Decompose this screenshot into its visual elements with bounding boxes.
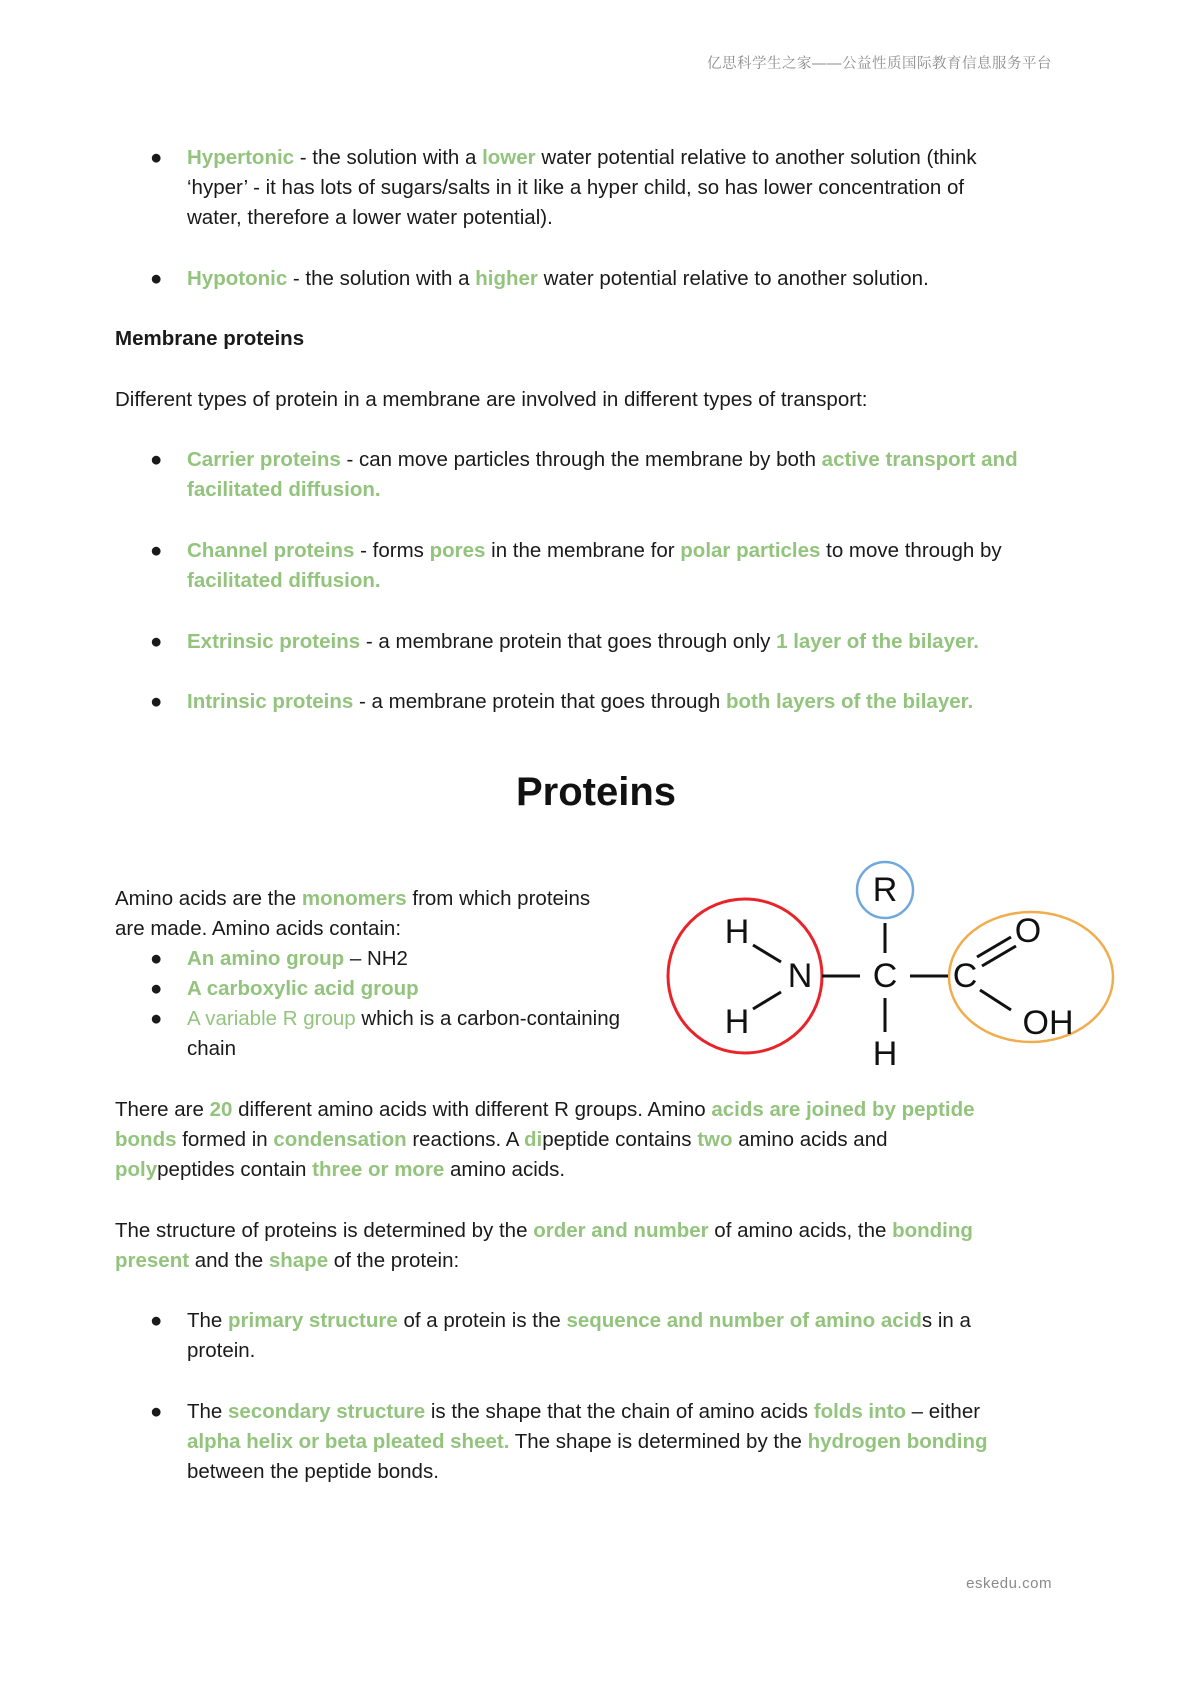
bullet-hypertonic: ● (150, 146, 163, 169)
secondary-t1: The (187, 1400, 229, 1423)
channel-kw1: pores (429, 539, 486, 562)
bond-c-o-double-a (977, 937, 1011, 957)
channel-item (187, 536, 1002, 596)
channel-kw2: polar particles (680, 539, 821, 562)
structure-t1: The structure of proteins is determined by the (115, 1219, 534, 1242)
hypertonic-term: Hypertonic (187, 146, 295, 169)
membrane-heading: Membrane proteins (115, 327, 305, 350)
twenty-kw5: di (524, 1128, 543, 1151)
bond-c-oh (980, 990, 1011, 1010)
atom-c-alpha: C (872, 957, 898, 995)
structure-t3: and the (189, 1249, 269, 1272)
secondary-kw2: folds into (813, 1400, 906, 1423)
bullet-rgroup: ● (150, 1007, 163, 1030)
structure-kw1: order and number (533, 1219, 709, 1242)
hypertonic-line2: ‘hyper’ - it has lots of sugars/salts in it like a hyper child, so has lower concentration of (187, 176, 965, 199)
hypotonic-term: Hypotonic (187, 267, 288, 290)
membrane-intro: Different types of protein in a membrane are involved in different types of transport: (115, 388, 868, 411)
twenty-t8: amino acids. (444, 1158, 566, 1181)
atom-h-bottom: H (724, 1003, 750, 1041)
rgroup-line2: chain (187, 1037, 237, 1060)
bullet-intrinsic: ● (150, 690, 163, 713)
atom-h-top: H (724, 913, 750, 951)
structure-kw4: shape (268, 1249, 329, 1272)
hypertonic-text: - the solution with a (294, 146, 483, 169)
amino-group-rest: – NH2 (344, 947, 408, 970)
channel-term: Channel proteins (187, 539, 355, 562)
bullet-primary: ● (150, 1309, 163, 1332)
hypotonic-text: - the solution with a (287, 267, 476, 290)
twenty-kw2: acids are joined by peptide (711, 1098, 975, 1121)
extrinsic-term: Extrinsic proteins (187, 630, 361, 653)
atom-n: N (787, 957, 813, 995)
primary-item (187, 1306, 971, 1366)
carrier-term: Carrier proteins (187, 448, 341, 471)
carrier-kw1: active transport and (821, 448, 1018, 471)
secondary-t4: The shape is determined by the (509, 1430, 808, 1453)
hypertonic-line3: water, therefore a lower water potential). (187, 206, 553, 229)
primary-t3: s in a (921, 1309, 971, 1332)
channel-kw3: facilitated diffusion. (187, 569, 381, 592)
twenty-kw7: poly (115, 1158, 158, 1181)
bond-h-n-top (753, 945, 781, 962)
amino-intro (115, 884, 590, 944)
bond-c-o-double-b (982, 946, 1016, 966)
intrinsic-text: - a membrane protein that goes through (353, 690, 726, 713)
twenty-t6: amino acids and (732, 1128, 888, 1151)
twenty-paragraph (115, 1095, 975, 1185)
primary-kw2: sequence and number of amino acid (566, 1309, 922, 1332)
secondary-item (187, 1397, 988, 1487)
twenty-t7: peptides contain (157, 1158, 313, 1181)
extrinsic-text: - a membrane protein that goes through only (360, 630, 777, 653)
twenty-t1: There are (115, 1098, 210, 1121)
amino-intro-kw: monomers (301, 887, 407, 910)
intrinsic-kw: both layers of the bilayer. (725, 690, 974, 713)
rgroup-kw: A variable R group (187, 1007, 356, 1030)
primary-t2: of a protein is the (397, 1309, 567, 1332)
atom-o: O (1014, 912, 1042, 950)
secondary-kw4: hydrogen bonding (807, 1430, 988, 1453)
atom-oh: OH (1022, 1004, 1074, 1042)
twenty-t2: different amino acids with different R groups. Amino (232, 1098, 712, 1121)
bullet-secondary: ● (150, 1400, 163, 1423)
twenty-kw1: 20 (209, 1098, 233, 1121)
twenty-t4: reactions. A (406, 1128, 524, 1151)
secondary-kw3: alpha helix or beta pleated sheet. (187, 1430, 510, 1453)
amino-group-item (187, 944, 408, 974)
header-site-text: 亿思科学生之家——公益性质国际教育信息服务平台 (707, 56, 1052, 72)
structure-kw2: bonding (892, 1219, 973, 1242)
secondary-t2: is the shape that the chain of amino acids (425, 1400, 814, 1423)
atom-h-lower: H (872, 1035, 898, 1073)
intrinsic-term: Intrinsic proteins (187, 690, 354, 713)
carrier-kw2: facilitated diffusion. (187, 478, 381, 501)
bullet-channel: ● (150, 539, 163, 562)
bullet-amino-group: ● (150, 947, 163, 970)
carrier-text: - can move particles through the membrane by both (340, 448, 822, 471)
rgroup-rest: which is a carbon-containing (355, 1007, 621, 1030)
secondary-t3: – either (905, 1400, 981, 1423)
twenty-kw8: three or more (312, 1158, 445, 1181)
carrier-item (187, 445, 1018, 505)
bullet-carrier: ● (150, 448, 163, 471)
hypertonic-rest: water potential relative to another solution (think (535, 146, 977, 169)
amino-intro-t1: Amino acids are the (115, 887, 302, 910)
twenty-kw4: condensation (273, 1128, 407, 1151)
carboxyl-item (187, 974, 419, 1004)
channel-t3: to move through by (820, 539, 1002, 562)
twenty-t3: formed in (176, 1128, 274, 1151)
structure-kw3: present (115, 1249, 190, 1272)
primary-kw1: primary structure (228, 1309, 398, 1332)
intrinsic-item (187, 687, 973, 717)
extrinsic-kw: 1 layer of the bilayer. (776, 630, 979, 653)
bond-h-n-bottom (753, 992, 781, 1009)
carboxyl-kw: A carboxylic acid group (187, 977, 419, 1000)
hypotonic-item (187, 264, 929, 294)
primary-line2: protein. (187, 1339, 256, 1362)
twenty-t5: peptide contains (542, 1128, 698, 1151)
hypotonic-rest: water potential relative to another solution. (537, 267, 929, 290)
rgroup-item (187, 1004, 620, 1064)
channel-t2: in the membrane for (485, 539, 681, 562)
amino-group-kw: An amino group (187, 947, 345, 970)
bullet-hypotonic: ● (150, 267, 163, 290)
extrinsic-item (187, 627, 979, 657)
secondary-kw1: secondary structure (228, 1400, 426, 1423)
atom-r: R (872, 871, 898, 909)
twenty-kw3: bonds (115, 1128, 177, 1151)
amino-acid-diagram (665, 856, 1125, 1076)
amino-intro-t2: from which proteins (406, 887, 591, 910)
structure-t2: of amino acids, the (708, 1219, 893, 1242)
twenty-kw6: two (697, 1128, 733, 1151)
page-title: Proteins (515, 770, 677, 814)
secondary-line3: between the peptide bonds. (187, 1460, 439, 1483)
bullet-extrinsic: ● (150, 630, 163, 653)
channel-t1: - forms (354, 539, 430, 562)
hypertonic-keyword: lower (482, 146, 536, 169)
structure-t4: of the protein: (328, 1249, 460, 1272)
amino-intro-line2: are made. Amino acids contain: (115, 917, 402, 940)
structure-paragraph (115, 1216, 973, 1276)
atom-c-carboxyl: C (952, 957, 978, 995)
footer-domain: eskedu.com (966, 1575, 1052, 1592)
hypotonic-keyword: higher (475, 267, 538, 290)
bullet-carboxyl: ● (150, 977, 163, 1000)
primary-t1: The (187, 1309, 229, 1332)
hypertonic-item (187, 143, 977, 233)
